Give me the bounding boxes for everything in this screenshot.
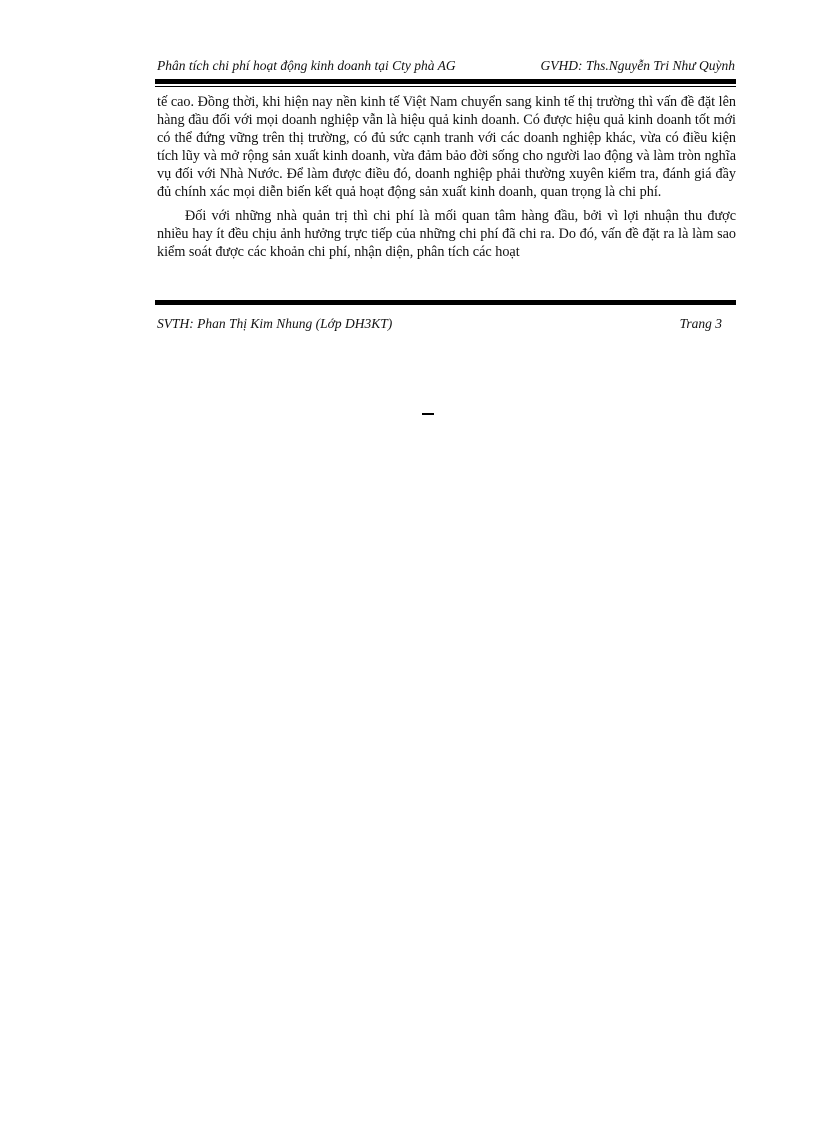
paragraph-2: Đối với những nhà quản trị thì chi phí là mối quan tâm hàng đầu, bởi vì lợi nhuận thu được nhiều hay ít đều chịu ảnh hưởng trực tiếp của những chi phí đã chi ra. Do đó, vấn đề đặt ra là làm sao kiểm soát được các khoản chi phí, nhận diện, phân tích các hoạt	[157, 207, 736, 260]
paragraph-1: tế cao. Đồng thời, khi hiện nay nền kinh tế Việt Nam chuyển sang kinh tế thị trường thì vấn đề đặt lên hàng đầu đối với mọi doanh nghiệp vẫn là hiệu quả kinh doanh. Có được hiệu quả kinh doanh tốt mới có thể đứng vững trên thị trường, có đủ sức cạnh tranh với các doanh nghiệp khác, vừa có điều kiện tích lũy và mở rộng sản xuất kinh doanh, vừa đảm bảo đời sống cho người lao động và làm tròn nghĩa vụ đối với Nhà Nước. Để làm được điều đó, doanh nghiệp phải thường xuyên kiểm tra, đánh giá đầy đủ chính xác mọi diễn biến kết quả hoạt động sản xuất kinh doanh, quan trọng là chi phí.	[157, 94, 736, 201]
header-rule-thin	[155, 86, 736, 87]
stray-dash-mark	[422, 413, 434, 415]
footer-page-number: Trang 3	[679, 316, 722, 331]
header-document-title: Phân tích chi phí hoạt động kinh doanh tại Cty phà AG	[157, 58, 456, 73]
page-header	[157, 58, 735, 78]
header-rule-thick	[155, 79, 736, 84]
header-supervisor: GVHD: Ths.Nguyễn Tri Như Quỳnh	[540, 58, 735, 73]
body-text	[157, 93, 736, 261]
footer-student-info: SVTH: Phan Thị Kim Nhung (Lớp DH3KT)	[157, 316, 393, 331]
footer-rule	[155, 300, 736, 305]
